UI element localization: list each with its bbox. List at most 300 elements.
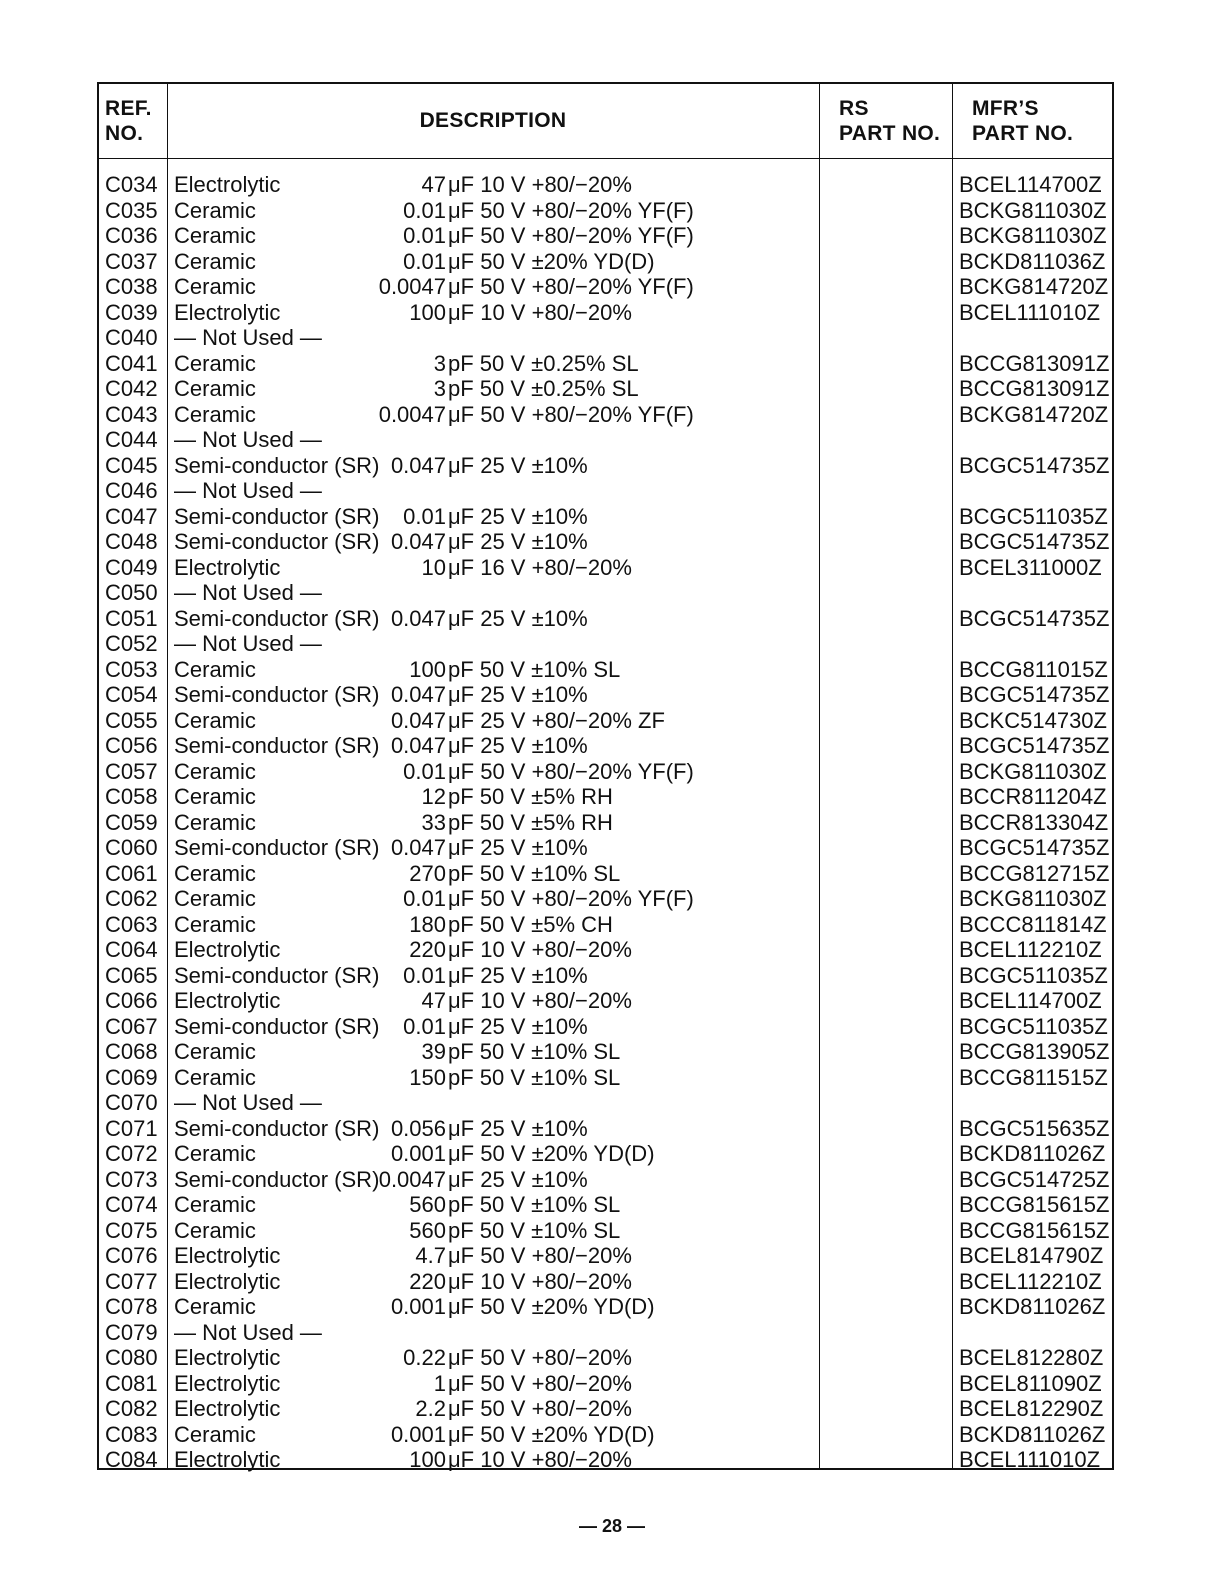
description-value-cell: 0.01 [403,886,446,911]
description-type-cell: Ceramic [174,1217,256,1243]
header-rs-line1: RS [839,97,869,120]
description-rating-cell: μF 25 V ±10% [448,1166,588,1192]
description-type-cell: Ceramic [174,350,256,376]
description-type-cell: Ceramic [174,886,256,911]
description-type-cell: Electrolytic [174,1268,281,1294]
description-value-cell: 3 [433,376,446,401]
ref-no-cell: C050 [105,580,158,605]
description-rating-cell: pF 50 V ±10% SL [448,1064,621,1090]
parts-rows [99,172,1112,1473]
description-type-cell: Semi-conductor (SR) [174,1013,380,1039]
mfr-part-no-cell: BCCC811814Z [959,911,1107,937]
description-type-cell: Ceramic [174,1039,256,1064]
ref-no-cell: C036 [105,223,158,248]
description-type-cell: Ceramic [174,197,256,223]
ref-no-cell: C051 [105,605,158,631]
mfr-part-no-cell: BCKD811026Z [959,1141,1106,1166]
mfr-part-no-cell: BCCG813091Z [959,376,1110,401]
description-rating-cell: pF 50 V ±0.25% SL [448,350,639,376]
header-mfr-line2: PART NO. [972,122,1074,145]
description-type-cell: Semi-conductor (SR) [174,733,380,758]
description-type-cell: Ceramic [174,911,256,937]
description-value-cell: 0.047 [390,452,446,478]
table-row [99,402,1112,428]
table-row [99,1065,1112,1091]
parts-list-table [97,82,1114,1470]
description-type-cell: Ceramic [174,1064,256,1090]
table-row [99,1243,1112,1269]
mfr-part-no-cell: BCGC514735Z [959,835,1110,860]
table-row [99,631,1112,657]
ref-no-cell: C055 [105,707,158,733]
description-value-cell: 220 [409,937,446,962]
table-row [99,835,1112,861]
description-value-cell: 0.056 [390,1115,446,1141]
mfr-part-no-cell: BCGC514735Z [959,682,1110,707]
description-rating-cell: μF 25 V ±10% [448,1013,588,1039]
mfr-part-no-cell: BCGC511035Z [959,1013,1108,1039]
table-row [99,1218,1112,1244]
description-value-cell: 0.01 [403,1013,446,1039]
description-rating-cell: pF 50 V ±10% SL [448,1039,621,1064]
description-type-cell: Electrolytic [174,1243,281,1268]
description-value-cell: 0.047 [390,733,446,758]
table-row [99,351,1112,377]
description-rating-cell: μF 25 V ±10% [448,733,588,758]
mfr-part-no-cell: BCKD811026Z [959,1421,1106,1447]
description-rating-cell: μF 50 V +80/−20% YF(F) [448,223,694,248]
description-value-cell: 0.047 [390,707,446,733]
ref-no-cell: C074 [105,1192,158,1217]
header-mfr-part-no [972,96,1073,146]
description-type-cell: Electrolytic [174,1345,281,1370]
ref-no-cell: C043 [105,401,158,427]
mfr-part-no-cell: BCEL114700Z [959,172,1102,197]
description-value-cell: 33 [421,809,446,835]
description-type-cell: Ceramic [174,223,256,248]
ref-no-cell: C081 [105,1370,158,1396]
description-value-cell: 10 [421,554,446,580]
ref-no-cell: C056 [105,733,158,758]
description-value-cell: 560 [409,1217,446,1243]
ref-no-cell: C066 [105,988,158,1013]
description-value-cell: 0.047 [390,835,446,860]
description-rating-cell: μF 50 V +80/−20% [448,1370,632,1396]
mfr-part-no-cell: BCEL811090Z [959,1370,1102,1396]
description-rating-cell: μF 25 V ±10% [448,529,588,554]
ref-no-cell: C078 [105,1294,158,1319]
description-value-cell: 560 [409,1192,446,1217]
ref-no-cell: C073 [105,1166,158,1192]
table-row [99,937,1112,963]
header-description-label: DESCRIPTION [419,109,567,132]
mfr-part-no-cell: BCEL111010Z [959,299,1101,325]
table-row [99,172,1112,198]
description-type-cell: Semi-conductor (SR) [174,605,380,631]
description-value-cell: 0.001 [390,1141,446,1166]
description-rating-cell: μF 50 V ±20% YD(D) [448,248,655,274]
table-row [99,657,1112,683]
table-row [99,504,1112,530]
table-row [99,300,1112,326]
mfr-part-no-cell: BCKG811030Z [959,758,1107,784]
ref-no-cell: C061 [105,860,158,886]
description-type-cell: Semi-conductor (SR) [174,1166,380,1192]
description-value-cell: 47 [421,172,446,197]
table-row [99,963,1112,989]
description-value-cell: 3 [433,350,446,376]
mfr-part-no-cell: BCCR811204Z [959,784,1107,809]
ref-no-cell: C083 [105,1421,158,1447]
mfr-part-no-cell: BCGC514735Z [959,733,1110,758]
description-value-cell: 47 [421,988,446,1013]
description-type-cell: Electrolytic [174,988,281,1013]
header-rs-part-no [839,96,940,146]
description-value-cell: 100 [409,656,446,682]
description-type-cell: — Not Used — [174,1090,322,1115]
table-row [99,606,1112,632]
table-row [99,988,1112,1014]
description-rating-cell: μF 25 V ±10% [448,962,588,988]
mfr-part-no-cell: BCCG812715Z [959,860,1110,886]
description-value-cell: 0.001 [390,1294,446,1319]
ref-no-cell: C075 [105,1217,158,1243]
ref-no-cell: C060 [105,835,158,860]
ref-no-cell: C079 [105,1319,158,1345]
ref-no-cell: C035 [105,197,158,223]
description-type-cell: — Not Used — [174,427,322,452]
mfr-part-no-cell: BCEL112210Z [959,937,1102,962]
ref-no-cell: C080 [105,1345,158,1370]
description-rating-cell: pF 50 V ±5% RH [448,784,613,809]
header-rs-line2: PART NO. [839,122,941,145]
ref-no-cell: C063 [105,911,158,937]
ref-no-cell: C048 [105,529,158,554]
table-row [99,274,1112,300]
mfr-part-no-cell: BCKG811030Z [959,886,1107,911]
header-divider [99,158,1112,159]
description-value-cell: 180 [409,911,446,937]
table-row [99,427,1112,453]
ref-no-cell: C042 [105,376,158,401]
ref-no-cell: C047 [105,503,158,529]
table-row [99,1141,1112,1167]
description-value-cell: 0.01 [403,503,446,529]
mfr-part-no-cell: BCEL114700Z [959,988,1102,1013]
mfr-part-no-cell: BCCG815615Z [959,1192,1110,1217]
description-value-cell: 220 [409,1268,446,1294]
header-mfr-line1: MFR’S [972,97,1039,120]
description-rating-cell: μF 10 V +80/−20% [448,299,632,325]
ref-no-cell: C057 [105,758,158,784]
mfr-part-no-cell: BCEL812280Z [959,1345,1104,1370]
table-row [99,1014,1112,1040]
description-rating-cell: pF 50 V ±10% SL [448,1217,621,1243]
ref-no-cell: C054 [105,682,158,707]
description-type-cell: Ceramic [174,274,256,299]
description-value-cell: 2.2 [415,1396,446,1421]
table-row [99,1320,1112,1346]
description-type-cell: Semi-conductor (SR) [174,503,380,529]
ref-no-cell: C069 [105,1064,158,1090]
ref-no-cell: C038 [105,274,158,299]
description-rating-cell: μF 50 V +80/−20% YF(F) [448,274,694,299]
description-value-cell: 0.047 [390,529,446,554]
mfr-part-no-cell: BCCG815615Z [959,1217,1110,1243]
ref-no-cell: C070 [105,1090,158,1115]
ref-no-cell: C058 [105,784,158,809]
description-type-cell: Semi-conductor (SR) [174,682,380,707]
description-value-cell: 12 [421,784,446,809]
ref-no-cell: C062 [105,886,158,911]
description-value-cell: 150 [409,1064,446,1090]
ref-no-cell: C077 [105,1268,158,1294]
mfr-part-no-cell: BCGC514735Z [959,452,1110,478]
description-value-cell: 0.047 [390,682,446,707]
description-rating-cell: μF 50 V +80/−20% YF(F) [448,758,694,784]
description-value-cell: 4.7 [415,1243,446,1268]
description-value-cell: 100 [409,299,446,325]
mfr-part-no-cell: BCKG814720Z [959,274,1109,299]
mfr-part-no-cell: BCCG813905Z [959,1039,1110,1064]
description-rating-cell: μF 10 V +80/−20% [448,988,632,1013]
description-rating-cell: pF 50 V ±5% CH [448,911,613,937]
description-rating-cell: μF 25 V ±10% [448,835,588,860]
ref-no-cell: C076 [105,1243,158,1268]
description-type-cell: Electrolytic [174,172,281,197]
description-value-cell: 0.001 [390,1421,446,1447]
description-type-cell: Ceramic [174,1141,256,1166]
mfr-part-no-cell: BCCR813304Z [959,809,1109,835]
description-value-cell: 100 [409,1447,446,1472]
table-row [99,1345,1112,1371]
description-value-cell: 270 [409,860,446,886]
ref-no-cell: C059 [105,809,158,835]
mfr-part-no-cell: BCKG811030Z [959,197,1107,223]
table-row [99,478,1112,504]
description-value-cell: 0.0047 [378,274,446,299]
table-row [99,580,1112,606]
description-type-cell: Semi-conductor (SR) [174,452,380,478]
table-row [99,810,1112,836]
table-row [99,1167,1112,1193]
mfr-part-no-cell: BCGC514735Z [959,605,1110,631]
description-type-cell: Semi-conductor (SR) [174,529,380,554]
description-rating-cell: μF 16 V +80/−20% [448,554,632,580]
table-row [99,198,1112,224]
mfr-part-no-cell: BCGC511035Z [959,503,1108,529]
description-value-cell: 0.0047 [378,1166,446,1192]
description-value-cell: 1 [433,1370,446,1396]
description-rating-cell: μF 50 V +80/−20% [448,1396,632,1421]
description-type-cell: — Not Used — [174,631,322,656]
ref-no-cell: C064 [105,937,158,962]
description-rating-cell: μF 25 V ±10% [448,605,588,631]
ref-no-cell: C067 [105,1013,158,1039]
mfr-part-no-cell: BCKC514730Z [959,707,1107,733]
table-row [99,1447,1112,1473]
mfr-part-no-cell: BCEL112210Z [959,1268,1102,1294]
table-row [99,376,1112,402]
description-rating-cell: μF 25 V ±10% [448,503,588,529]
mfr-part-no-cell: BCKD811036Z [959,248,1106,274]
description-type-cell: — Not Used — [174,1319,322,1345]
description-rating-cell: μF 50 V +80/−20% YF(F) [448,886,694,911]
table-row [99,1192,1112,1218]
description-rating-cell: μF 10 V +80/−20% [448,1268,632,1294]
description-rating-cell: pF 50 V ±10% SL [448,1192,621,1217]
description-rating-cell: μF 50 V ±20% YD(D) [448,1141,655,1166]
ref-no-cell: C040 [105,325,158,350]
description-type-cell: — Not Used — [174,580,322,605]
description-rating-cell: μF 25 V ±10% [448,682,588,707]
description-type-cell: Ceramic [174,1421,256,1447]
ref-no-cell: C037 [105,248,158,274]
description-value-cell: 0.22 [403,1345,446,1370]
description-type-cell: — Not Used — [174,325,322,350]
description-rating-cell: μF 25 V ±10% [448,452,588,478]
table-row [99,861,1112,887]
table-row [99,759,1112,785]
table-row [99,1371,1112,1397]
description-rating-cell: pF 50 V ±10% SL [448,860,621,886]
mfr-part-no-cell: BCGC514735Z [959,529,1110,554]
mfr-part-no-cell: BCGC514725Z [959,1166,1110,1192]
table-row [99,1396,1112,1422]
table-row [99,1090,1112,1116]
description-type-cell: Electrolytic [174,937,281,962]
description-type-cell: Electrolytic [174,1447,281,1472]
description-rating-cell: pF 50 V ±10% SL [448,656,621,682]
mfr-part-no-cell: BCGC515635Z [959,1115,1110,1141]
description-rating-cell: μF 25 V ±10% [448,1115,588,1141]
mfr-part-no-cell: BCEL812290Z [959,1396,1104,1421]
ref-no-cell: C068 [105,1039,158,1064]
ref-no-cell: C049 [105,554,158,580]
table-row [99,708,1112,734]
description-type-cell: Ceramic [174,656,256,682]
description-type-cell: Ceramic [174,401,256,427]
ref-no-cell: C044 [105,427,158,452]
description-rating-cell: μF 10 V +80/−20% [448,937,632,962]
table-row [99,453,1112,479]
ref-no-cell: C034 [105,172,158,197]
ref-no-cell: C084 [105,1447,158,1472]
ref-no-cell: C082 [105,1396,158,1421]
description-type-cell: Semi-conductor (SR) [174,1115,380,1141]
ref-no-cell: C071 [105,1115,158,1141]
table-row [99,325,1112,351]
description-type-cell: Ceramic [174,860,256,886]
table-row [99,886,1112,912]
description-value-cell: 0.01 [403,962,446,988]
table-row [99,1116,1112,1142]
mfr-part-no-cell: BCCG811515Z [959,1064,1108,1090]
mfr-part-no-cell: BCEL814790Z [959,1243,1104,1268]
description-type-cell: — Not Used — [174,478,322,503]
table-row [99,912,1112,938]
ref-no-cell: C045 [105,452,158,478]
mfr-part-no-cell: BCGC511035Z [959,962,1108,988]
table-row [99,784,1112,810]
description-type-cell: Ceramic [174,707,256,733]
description-value-cell: 0.01 [403,197,446,223]
description-rating-cell: μF 10 V +80/−20% [448,1447,632,1472]
description-rating-cell: pF 50 V ±0.25% SL [448,376,639,401]
table-row [99,1269,1112,1295]
description-type-cell: Ceramic [174,809,256,835]
description-rating-cell: μF 25 V +80/−20% ZF [448,707,665,733]
description-value-cell: 0.01 [403,248,446,274]
header-ref-line2: NO. [105,122,144,145]
ref-no-cell: C072 [105,1141,158,1166]
description-type-cell: Semi-conductor (SR) [174,962,380,988]
mfr-part-no-cell: BCKD811026Z [959,1294,1106,1319]
description-type-cell: Ceramic [174,758,256,784]
table-row [99,223,1112,249]
table-row [99,555,1112,581]
description-type-cell: Ceramic [174,376,256,401]
mfr-part-no-cell: BCKG814720Z [959,401,1109,427]
description-type-cell: Ceramic [174,1294,256,1319]
page-number: — 28 — [578,1516,646,1536]
ref-no-cell: C065 [105,962,158,988]
table-row [99,1039,1112,1065]
mfr-part-no-cell: BCEL111010Z [959,1447,1101,1472]
description-rating-cell: μF 50 V +80/−20% [448,1243,632,1268]
description-value-cell: 39 [421,1039,446,1064]
description-rating-cell: μF 10 V +80/−20% [448,172,632,197]
header-ref-line1: REF. [105,97,152,120]
ref-no-cell: C041 [105,350,158,376]
mfr-part-no-cell: BCEL311000Z [959,554,1102,580]
table-row [99,682,1112,708]
ref-no-cell: C052 [105,631,158,656]
description-rating-cell: μF 50 V +80/−20% YF(F) [448,197,694,223]
mfr-part-no-cell: BCCG813091Z [959,350,1110,376]
table-row [99,1422,1112,1448]
description-type-cell: Electrolytic [174,554,281,580]
description-type-cell: Ceramic [174,784,256,809]
description-rating-cell: μF 50 V ±20% YD(D) [448,1421,655,1447]
description-type-cell: Ceramic [174,248,256,274]
ref-no-cell: C046 [105,478,158,503]
description-rating-cell: μF 50 V +80/−20% YF(F) [448,401,694,427]
description-type-cell: Electrolytic [174,299,281,325]
description-value-cell: 0.01 [403,758,446,784]
table-row [99,249,1112,275]
description-value-cell: 0.0047 [378,401,446,427]
table-row [99,733,1112,759]
table-row [99,1294,1112,1320]
description-type-cell: Electrolytic [174,1396,281,1421]
description-type-cell: Ceramic [174,1192,256,1217]
ref-no-cell: C053 [105,656,158,682]
description-type-cell: Semi-conductor (SR) [174,835,380,860]
description-rating-cell: μF 50 V +80/−20% [448,1345,632,1370]
mfr-part-no-cell: BCCG811015Z [959,656,1108,682]
table-row [99,529,1112,555]
description-value-cell: 0.047 [390,605,446,631]
description-rating-cell: pF 50 V ±5% RH [448,809,613,835]
header-ref-no [105,96,152,146]
description-rating-cell: μF 50 V ±20% YD(D) [448,1294,655,1319]
description-type-cell: Electrolytic [174,1370,281,1396]
ref-no-cell: C039 [105,299,158,325]
description-value-cell: 0.01 [403,223,446,248]
mfr-part-no-cell: BCKG811030Z [959,223,1107,248]
header-description [167,108,819,133]
